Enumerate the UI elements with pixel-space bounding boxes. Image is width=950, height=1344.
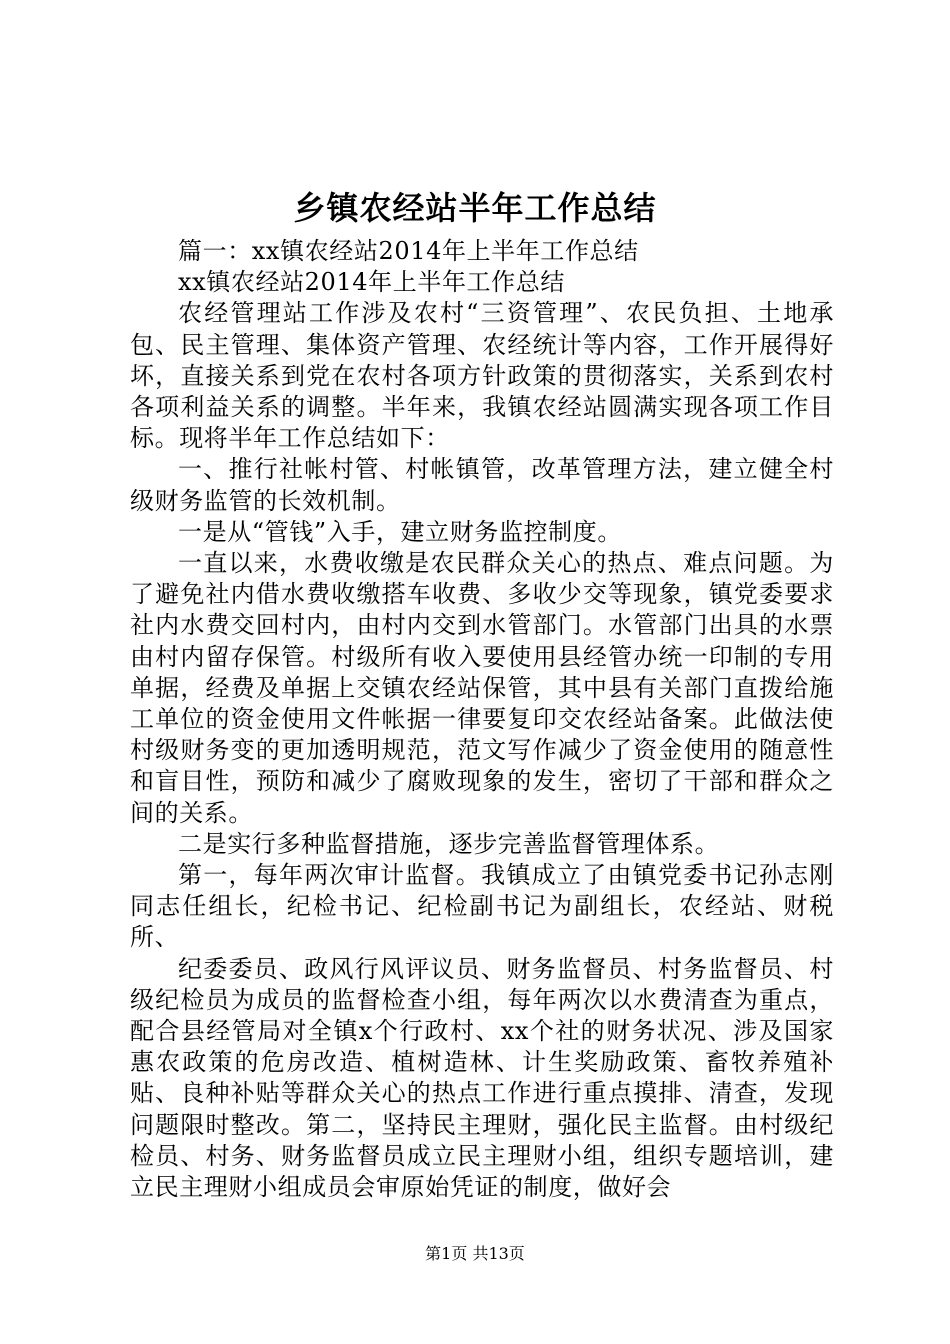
document-title: 乡镇农经站半年工作总结 bbox=[293, 189, 657, 227]
page-number-footer: 第1页 共13页 bbox=[425, 1244, 525, 1263]
paragraph: 一是从“管钱”入手，建立财务监控制度。 bbox=[178, 517, 622, 546]
paragraph: 二是实行多种监督措施，逐步完善监督管理体系。 bbox=[178, 829, 720, 858]
paragraph: 一直以来，水费收缴是农民群众关心的热点、难点问题。为了避免社内借水费收缴搭车收费、多收少交等现象，镇党委要求社内水费交回村内，由村内交到水管部门。水管部门出具的水票由村内留存保管。村级所有收入要使用县经管办统一印制的专用单据，经费及单据上交镇农经站保管，其中县有关部门直拨给施工单位的资金使用文件帐据一律要复印交农经站备案。此做法使村级财务变的更加透明规范，范文写作减少了资金使用的随意性和盲目性，预防和减少了腐败现象的发生，密切了干部和群众之间的关系。 bbox=[130, 549, 834, 827]
paragraph: 一、推行社帐村管、村帐镇管，改革管理方法，建立健全村级财务监管的长效机制。 bbox=[130, 455, 834, 515]
paragraph-subtitle: 篇一：xx镇农经站2014年上半年工作总结 bbox=[178, 237, 639, 265]
paragraph: 纪委委员、政风行风评议员、财务监督员、村务监督员、村级纪检员为成员的监督检查小组，每年两次以水费清查为重点，配合县经管局对全镇x个行政村、xx个社的财务状况、涉及国家惠农政策的危房改造、植树造林、计生奖励政策、畜牧养殖补贴、良种补贴等群众关心的热点工作进行重点摸排、清查，发现问题限时整改。第二，坚持民主理财，强化民主监督。由村级纪检员、村务、财务监督员成立民主理财小组，组织专题培训，建立民主理财小组成员会审原始凭证的制度，做好会 bbox=[130, 954, 834, 1202]
paragraph: 农经管理站工作涉及农村“三资管理”、农民负担、土地承包、民主管理、集体资产管理、农经统计等内容，工作开展得好坏，直接关系到党在农村各项方针政策的贯彻落实，关系到农村各项利益关系的调整。半年来，我镇农经站圆满实现各项工作目标。现将半年工作总结如下： bbox=[130, 299, 834, 453]
document-body bbox=[130, 236, 834, 1203]
paragraph: 第一，每年两次审计监督。我镇成立了由镇党委书记孙志刚同志任组长，纪检书记、纪检副书记为副组长，农经站、财税所、 bbox=[130, 861, 834, 952]
paragraph-heading: xx镇农经站2014年上半年工作总结 bbox=[178, 268, 565, 297]
